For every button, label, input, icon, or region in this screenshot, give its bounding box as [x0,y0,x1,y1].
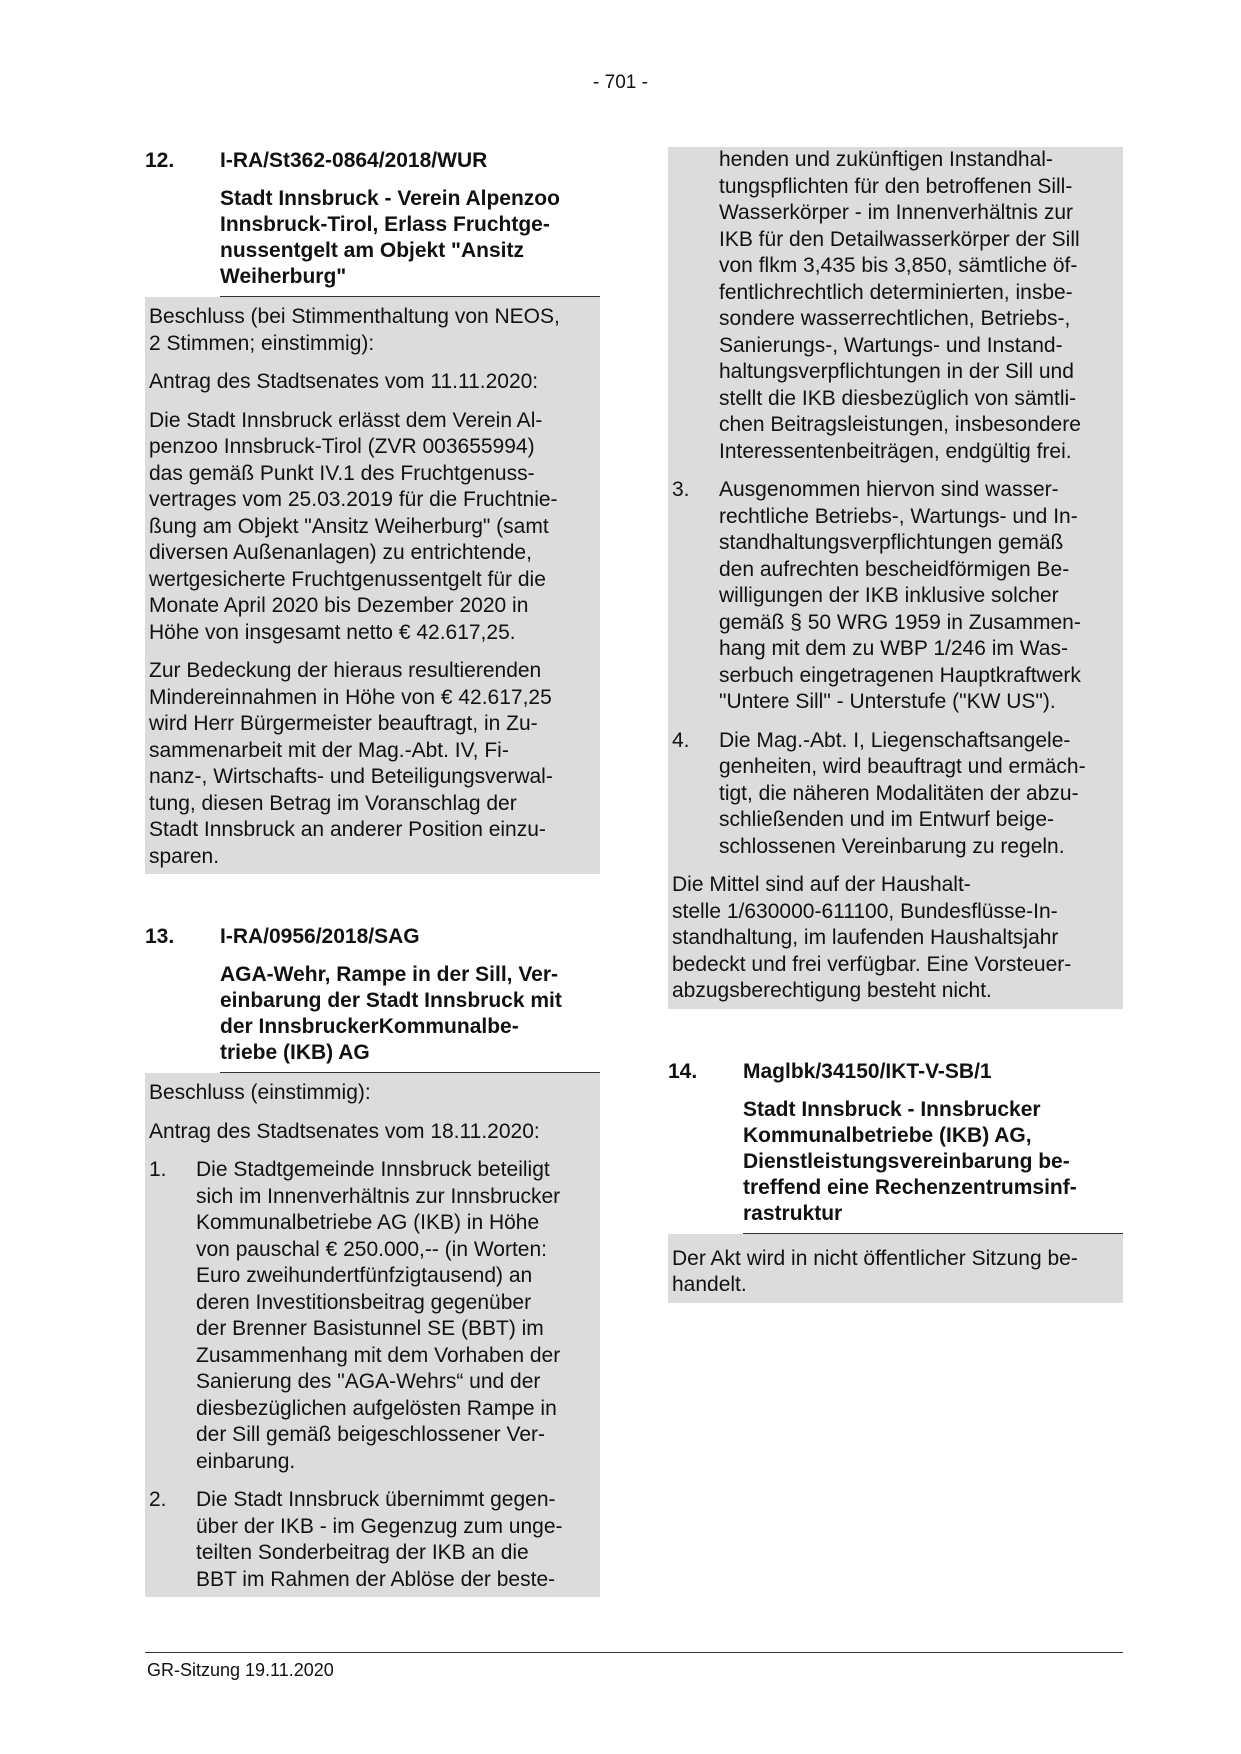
text-line: bedeckt und frei verfügbar. Eine Vorsteuer- [672,952,1072,976]
text-line: Höhe von insgesamt netto € 42.617,25. [149,620,516,644]
footer-text: GR-Sitzung 19.11.2020 [147,1660,334,1680]
title-line: Kommunalbetriebe (IKB) AG, [743,1123,1032,1147]
text-line: tigt, die näheren Modalitäten der abzu- [719,781,1079,805]
text-line: Die Stadt Innsbruck übernimmt gegen- [196,1488,556,1511]
title-line: Dienstleistungsvereinbarung be- [743,1149,1070,1173]
item-14-body [668,1234,1123,1303]
list-number: 2. [149,1488,167,1511]
item-14-code: Maglbk/34150/IKT-V-SB/1 [743,1059,992,1083]
list-text [719,728,1119,861]
text-line: "Untere Sill" - Unterstufe ("KW US"). [719,690,1056,713]
list-number: 4. [672,728,690,752]
text-line: Stadt Innsbruck an anderer Position einzu- [149,818,546,841]
list-text [196,1157,596,1475]
item-13-title [220,962,600,1073]
text-line: BBT im Rahmen der Ablöse der beste- [196,1567,556,1591]
text-line: stelle 1/630000-611100, Bundesflüsse-In- [672,899,1058,923]
text-line: das gemäß Punkt IV.1 des Fruchtgenuss- [149,461,535,485]
title-line: AGA-Wehr, Rampe in der Sill, Ver- [220,963,559,986]
item-13-motion: Antrag des Stadtsenates vom 18.11.2020: [149,1119,540,1143]
item-14-header [668,1059,1123,1085]
item-13-code: I-RA/0956/2018/SAG [220,925,420,948]
item-12-paragraph-1 [149,408,596,659]
item-12-title [220,186,600,297]
text-line: einbarung. [196,1449,296,1473]
text-line: Zusammenhang mit dem Vorhaben der [196,1343,561,1367]
text-line: sich im Innenverhältnis zur Innsbrucker [196,1184,561,1208]
item-12-paragraph-2 [149,658,596,874]
text-line: Die Mag.-Abt. I, Liegenschaftsangele- [719,728,1071,752]
text-line: Sanierung des "AGA-Wehrs“ und der [196,1370,541,1393]
title-line: Weiherburg" [220,265,347,288]
text-line: Wasserkörper - im Innenverhältnis zur [719,201,1074,224]
text-line: gemäß § 50 WRG 1959 in Zusammen- [719,610,1081,634]
text-line: Zur Bedeckung der hieraus resultierenden [149,659,542,682]
item-13-header [145,924,600,950]
text-line: sondere wasserrechtlichen, Betriebs-, [719,307,1071,330]
item-12-decision [149,304,596,369]
list-number: 3. [672,478,690,501]
list-text [719,477,1119,716]
left-column [145,148,600,1597]
text-line: von pauschal € 250.000,-- (in Worten: [196,1237,547,1261]
text-line: Sanierungs-, Wartungs- und Instand- [719,333,1063,357]
page-number: - 701 - [593,72,648,93]
text-line: den aufrechten bescheidförmigen Be- [719,557,1070,581]
text-line: schlossenen Vereinbarung zu regeln. [719,834,1065,858]
list-item [149,1487,596,1597]
item-12-body [145,297,600,874]
title-line: Stadt Innsbruck - Innsbrucker [743,1097,1041,1121]
title-line: nussentgelt am Objekt "Ansitz [220,239,525,262]
text-line: stellt die IKB diesbezüglich von sämtli- [719,386,1077,410]
text-line: wertgesicherte Fruchtgenussentgelt für die [149,567,546,591]
text-line: IKB für den Detailwasserkörper der Sill [719,227,1080,251]
text-line: handelt. [672,1273,747,1296]
title-line: triebe (IKB) AG [220,1041,370,1064]
text-line: henden und zukünftigen Instandhal- [719,148,1053,171]
text-line: vertrages vom 25.03.2019 für die Fruchtnie- [149,488,558,511]
item-14-note [672,1246,1119,1303]
list-item [672,477,1119,728]
text-line: sparen. [149,844,220,868]
text-line: hang mit dem zu WBP 1/246 im Was- [719,637,1068,660]
list-item [672,728,1119,873]
text-line: der Sill gemäß beigeschlossener Ver- [196,1423,546,1446]
text-line: nanz-, Wirtschafts- und Beteiligungsverwal- [149,765,553,788]
text-line: deren Investitionsbeitrag gegenüber [196,1290,532,1314]
text-line: genheiten, wird beauftragt und ermäch- [719,755,1086,778]
text-line: Beschluss (bei Stimmenthaltung von NEOS, [149,305,560,328]
item-12-code: I-RA/St362-0864/2018/WUR [220,149,488,172]
right-column [668,147,1123,1303]
text-line: Interessentenbeiträgen, endgültig frei. [719,439,1072,463]
item-13-decision: Beschluss (einstimmig): [149,1081,371,1104]
text-line: haltungsverpflichtungen in der Sill und [719,360,1074,383]
text-line: über der IKB - im Gegenzug zum unge- [196,1514,563,1538]
item-12-motion: Antrag des Stadtsenates vom 11.11.2020: [149,370,539,393]
title-line: rastruktur [743,1201,843,1225]
text-line: diesbezüglichen aufgelösten Rampe in [196,1396,557,1420]
text-line: willigungen der IKB inklusive solcher [719,584,1059,607]
text-line: penzoo Innsbruck-Tirol (ZVR 003655994) [149,435,535,458]
text-line: Die Stadtgemeinde Innsbruck beteiligt [196,1158,550,1181]
item-13-continuation [668,147,1123,1009]
title-line: Stadt Innsbruck - Verein Alpenzoo [220,187,560,210]
item-12-header [145,148,600,174]
text-line: ßung am Objekt "Ansitz Weiherburg" (samt [149,514,549,538]
footer-divider [145,1652,1123,1653]
text-line: sammenarbeit mit der Mag.-Abt. IV, Fi- [149,738,509,762]
item-14-title [743,1097,1123,1234]
title-line: treffend eine Rechenzentrumsinf- [743,1175,1077,1199]
text-line: 2 Stimmen; einstimmig): [149,331,375,355]
text-line: Kommunalbetriebe AG (IKB) in Höhe [196,1211,540,1234]
list-item [149,1157,596,1487]
text-line: abzugsberechtigung besteht nicht. [672,979,992,1002]
text-line: schließenden und im Entwurf beige- [719,808,1055,831]
list-number: 1. [149,1158,167,1181]
text-line: Monate April 2020 bis Dezember 2020 in [149,594,529,617]
text-line: chen Beitragsleistungen, insbesondere [719,413,1081,436]
item-12-number: 12. [145,149,175,172]
text-line: Die Mittel sind auf der Haushalt- [672,873,971,896]
text-line: der Brenner Basistunnel SE (BBT) im [196,1317,544,1340]
text-line: tung, diesen Betrag im Voranschlag der [149,791,517,815]
text-line: Euro zweihundertfünfzigtausend) an [196,1264,533,1287]
item-13-body [145,1073,600,1597]
text-line: Ausgenommen hiervon sind wasser- [719,478,1059,501]
text-line: fentlichrechtlich determinierten, insbe- [719,280,1073,304]
list-item-continued [672,147,1119,477]
text-line: serbuch eingetragenen Hauptkraftwerk [719,663,1081,687]
text-line: tungspflichten für den betroffenen Sill- [719,174,1073,198]
text-line: Mindereinnahmen in Höhe von € 42.617,25 [149,685,552,709]
list-number-spacer [672,147,719,465]
text-line: Die Stadt Innsbruck erlässt dem Verein Al- [149,408,543,432]
item-13-funding [672,872,1119,1009]
text-line: diversen Außenanlagen) zu entrichtende, [149,541,532,564]
title-line: der InnsbruckerKommunalbe- [220,1015,519,1038]
list-text [719,147,1119,465]
text-line: wird Herr Bürgermeister beauftragt, in Zu- [149,712,538,735]
text-line: Der Akt wird in nicht öffentlicher Sitzung be- [672,1246,1078,1270]
item-13-number: 13. [145,925,175,948]
list-text [196,1487,596,1593]
item-14-number: 14. [668,1059,698,1083]
text-line: von flkm 3,435 bis 3,850, sämtliche öf- [719,254,1078,277]
text-line: standhaltung, im laufenden Haushaltsjahr [672,926,1059,949]
text-line: standhaltungsverpflichtungen gemäß [719,531,1064,554]
title-line: einbarung der Stadt Innsbruck mit [220,989,562,1012]
text-line: rechtliche Betriebs-, Wartungs- und In- [719,504,1078,528]
title-line: Innsbruck-Tirol, Erlass Fruchtge- [220,213,550,236]
text-line: teilten Sonderbeitrag der IKB an die [196,1541,529,1564]
